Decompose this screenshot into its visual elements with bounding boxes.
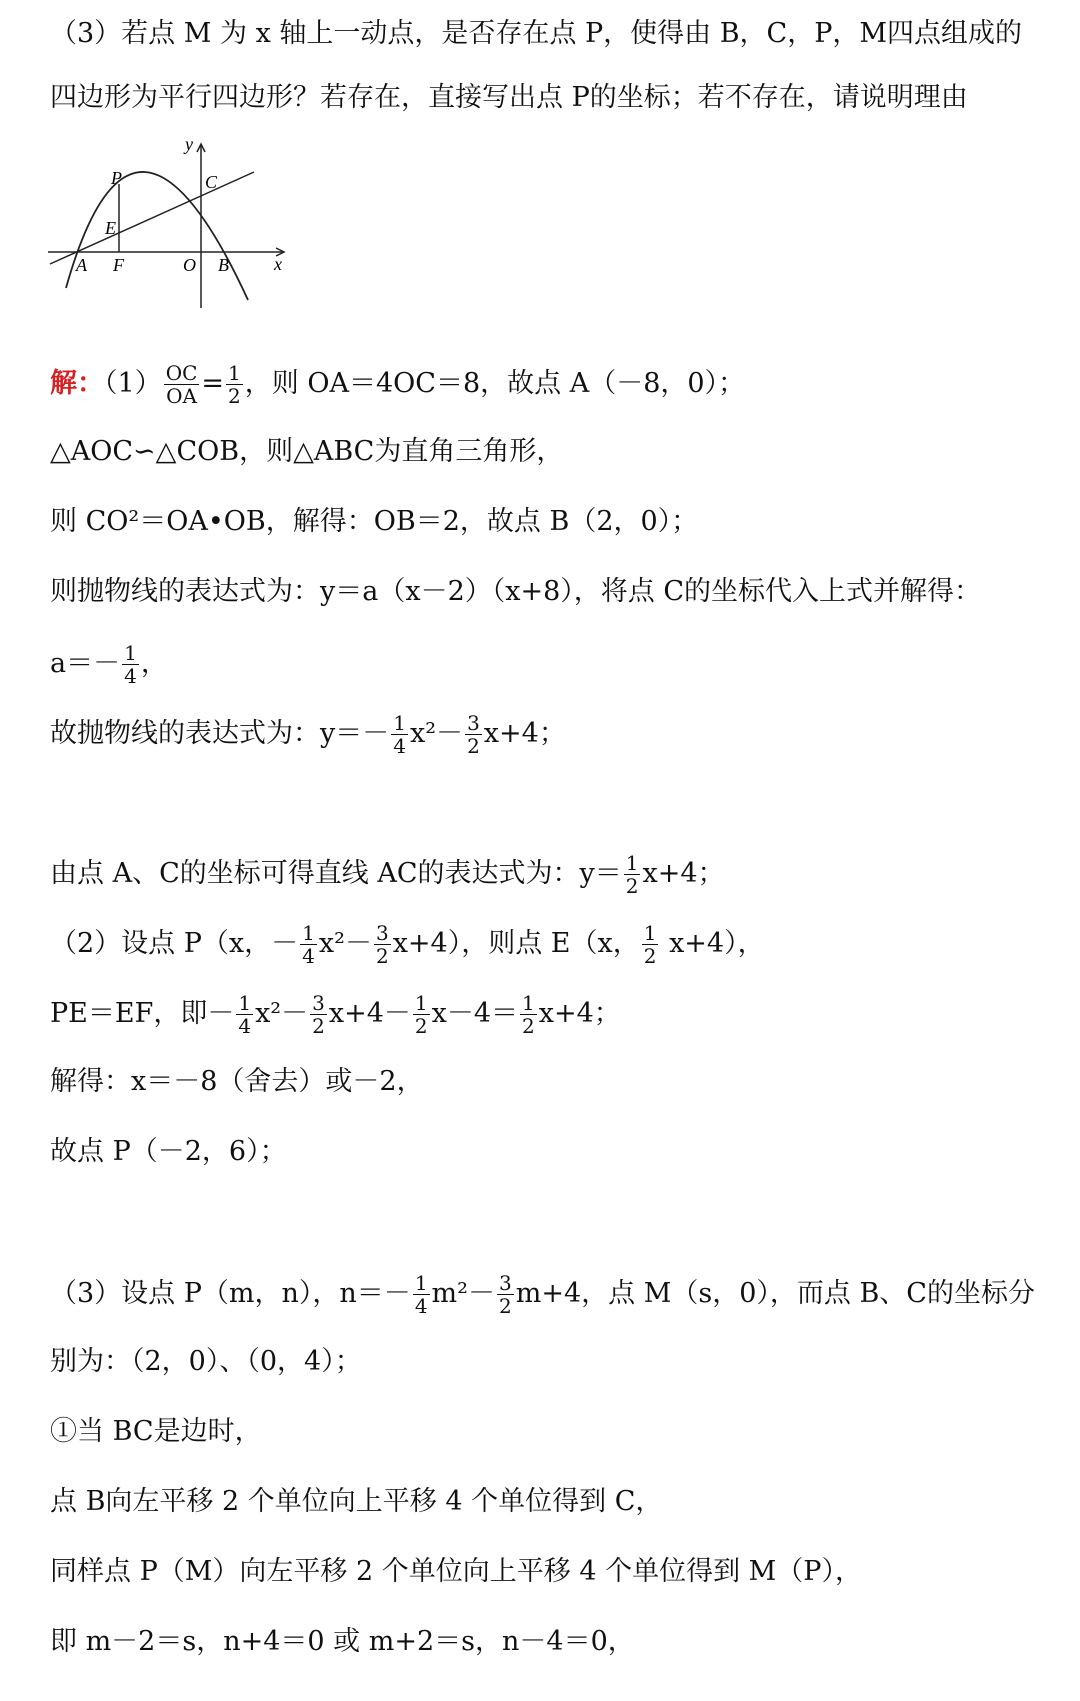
label-f: F xyxy=(113,255,124,275)
parabola-curve xyxy=(66,172,248,300)
part2-point-p: 故点 P（－2，6）； xyxy=(50,1136,287,1167)
label-o: O xyxy=(183,255,196,275)
label-y: y xyxy=(185,140,193,154)
part3-equations: 即 m－2＝s，n+4＝0 或 m+2＝s，n－4＝0， xyxy=(50,1626,635,1657)
part2-line-1: （2）设点 P（x，－ $\frac{1}{4}$ x²－ $\frac{3}{2}$ x+4），则点 E（x， $\frac{1}{2}$ x+4）， xyxy=(50,921,765,968)
part3-shift-1: 点 B向左平移 2 个单位向上平移 4 个单位得到 C， xyxy=(50,1486,663,1517)
part3-shift-2: 同样点 P（M）向左平移 2 个单位向上平移 4 个单位得到 M（P）， xyxy=(50,1556,862,1587)
solution-line-1: 解：（1） $\frac{OC}{OA}$ = $\frac{1}{2}$ ，则 OA＝4OC＝8，故点 A（－8，0）； xyxy=(50,361,746,408)
label-b: B xyxy=(218,255,229,275)
problem-line-1: （3）若点 M 为 x 轴上一动点，是否存在点 P，使得由 B，C，P，M四点组成的 xyxy=(50,18,1023,49)
label-x: x xyxy=(274,254,282,274)
parabola-figure xyxy=(48,140,298,312)
solution-line-6: 故抛物线的表达式为：y＝－ $\frac{1}{4}$ x²－ $\frac{3}{2}$ x+4； xyxy=(50,711,566,758)
solution-line-4: 则抛物线的表达式为：y＝a（x－2）（x+8），将点 C的坐标代入上式并解得： xyxy=(50,576,982,607)
solution-line-5: a＝－ $\frac{1}{4}$ ， xyxy=(50,641,168,688)
fraction-oc-oa: $\frac{OC}{OA}$ xyxy=(165,361,198,408)
part3-case-1: ①当 BC是边时， xyxy=(50,1416,262,1447)
solution-line-3: 则 CO²＝OA•OB，解得：OB＝2，故点 B（2，0）； xyxy=(50,506,699,537)
part3-line-2: 别为：（2，0）、（0，4）； xyxy=(50,1346,362,1377)
fraction-half: $\frac{1}{2}$ xyxy=(228,361,241,408)
label-a: A xyxy=(76,255,87,275)
problem-line-2: 四边形为平行四边形？若存在，直接写出点 P的坐标；若不存在，请说明理由 xyxy=(50,82,968,113)
part2-solve: 解得：x＝－8（舍去）或－2， xyxy=(50,1066,424,1097)
label-c: C xyxy=(205,172,218,192)
solution-label: 解： xyxy=(50,368,104,399)
label-e: E xyxy=(105,218,116,238)
label-p: P xyxy=(111,168,122,188)
part3-line-1: （3）设点 P（m，n），n＝－ $\frac{1}{4}$ m²－ $\frac{3}{2}$ m+4，点 M（s，0），而点 B、C的坐标分 xyxy=(50,1271,1035,1318)
solution-line-2: △AOC∽△COB，则△ABC为直角三角形， xyxy=(50,436,564,467)
part2-line-2: PE＝EF，即－ $\frac{1}{4}$ x²－ $\frac{3}{2}$ x+4－ $\frac{1}{2}$ x－4＝ $\frac{1}{2}$ x+4； xyxy=(50,991,621,1038)
solution-line-7: 由点 A、C的坐标可得直线 AC的表达式为：y＝ $\frac{1}{2}$ x+4； xyxy=(50,851,725,898)
